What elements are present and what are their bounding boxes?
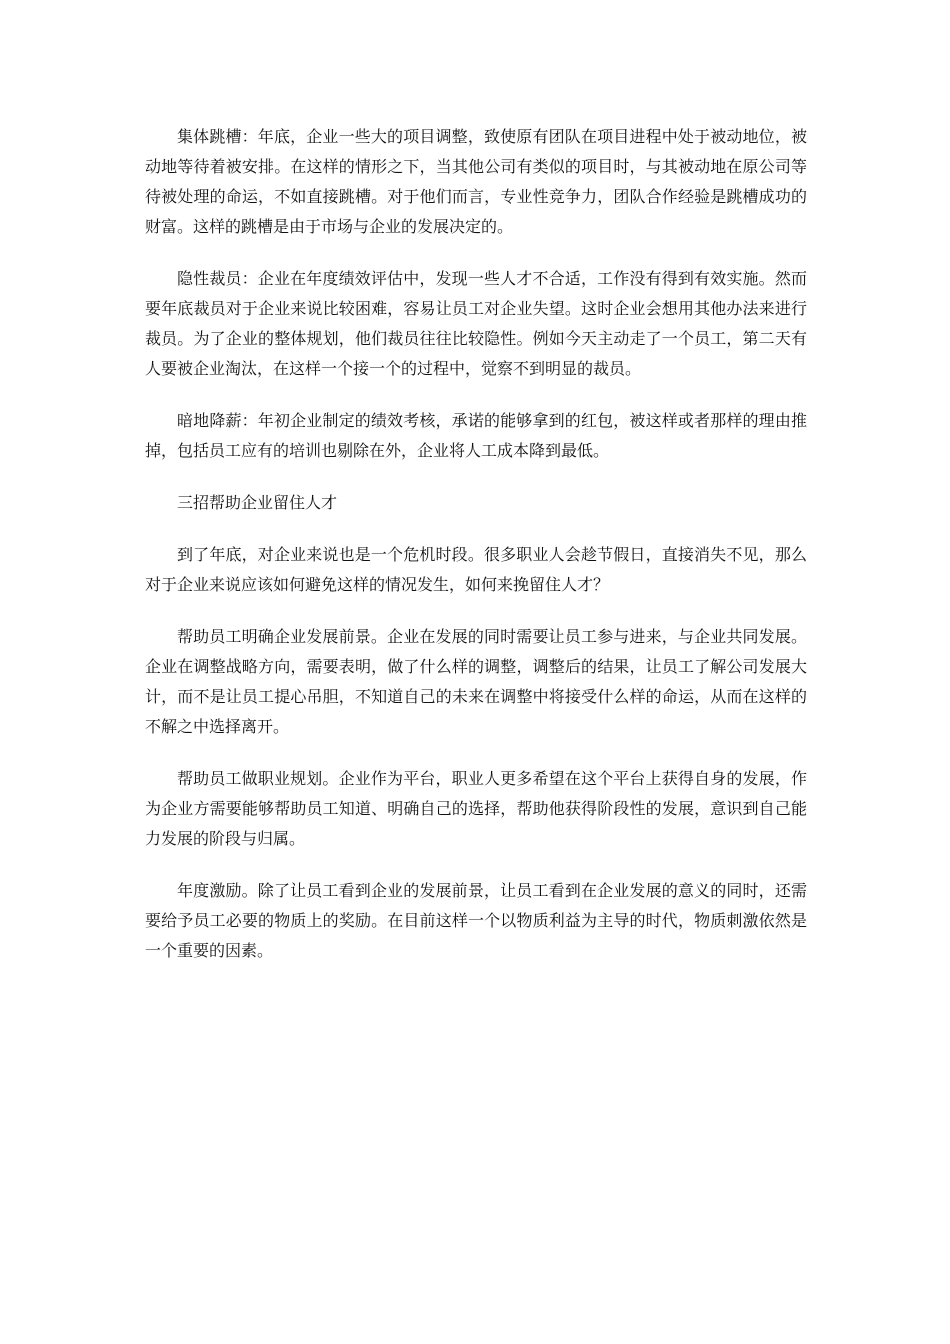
section-heading: 三招帮助企业留住人才 (177, 493, 338, 512)
paragraph-year-end-crisis: 到了年底，对企业来说也是一个危机时段。很多职业人会趁节假日，直接消失不见，那么对于企业来说应该如何避免这样的情况发生，如何来挽留住人才？ (145, 545, 807, 594)
paragraph-annual-incentive: 年度激励。除了让员工看到企业的发展前景，让员工看到在企业发展的意义的同时，还需要给予员工必要的物质上的奖励。在目前这样一个以物质利益为主导的时代，物质刺激依然是一个重要的因素。 (145, 881, 807, 960)
paragraph-career-planning: 帮助员工做职业规划。企业作为平台，职业人更多希望在这个平台上获得自身的发展，作为企业方需要能够帮助员工知道、明确自己的选择，帮助他获得阶段性的发展，意识到自己能力发展的阶段与归属。 (145, 769, 807, 848)
document-page (145, 122, 807, 988)
paragraph-hidden-layoffs: 隐性裁员：企业在年度绩效评估中，发现一些人才不合适，工作没有得到有效实施。然而要年底裁员对于企业来说比较困难，容易让员工对企业失望。这时企业会想用其他办法来进行裁员。为了企业的整体规划，他们裁员往往比较隐性。例如今天主动走了一个员工，第二天有人要被企业淘汰，在这样一个接一个的过程中，觉察不到明显的裁员。 (145, 269, 807, 378)
paragraph-covert-pay-cut: 暗地降薪：年初企业制定的绩效考核，承诺的能够拿到的红包，被这样或者那样的理由推掉，包括员工应有的培训也剔除在外，企业将人工成本降到最低。 (145, 411, 807, 460)
paragraph-collective-job-hopping: 集体跳槽：年底，企业一些大的项目调整，致使原有团队在项目进程中处于被动地位，被动地等待着被安排。在这样的情形之下，当其他公司有类似的项目时，与其被动地在原公司等待被处理的命运，不如直接跳槽。对于他们而言，专业性竞争力，团队合作经验是跳槽成功的财富。这样的跳槽是由于市场与企业的发展决定的。 (145, 127, 807, 236)
paragraph-development-prospects: 帮助员工明确企业发展前景。企业在发展的同时需要让员工参与进来，与企业共同发展。企业在调整战略方向，需要表明，做了什么样的调整，调整后的结果，让员工了解公司发展大计，而不是让员工提心吊胆，不知道自己的未来在调整中将接受什么样的命运，从而在这样的不解之中选择离开。 (145, 627, 807, 736)
